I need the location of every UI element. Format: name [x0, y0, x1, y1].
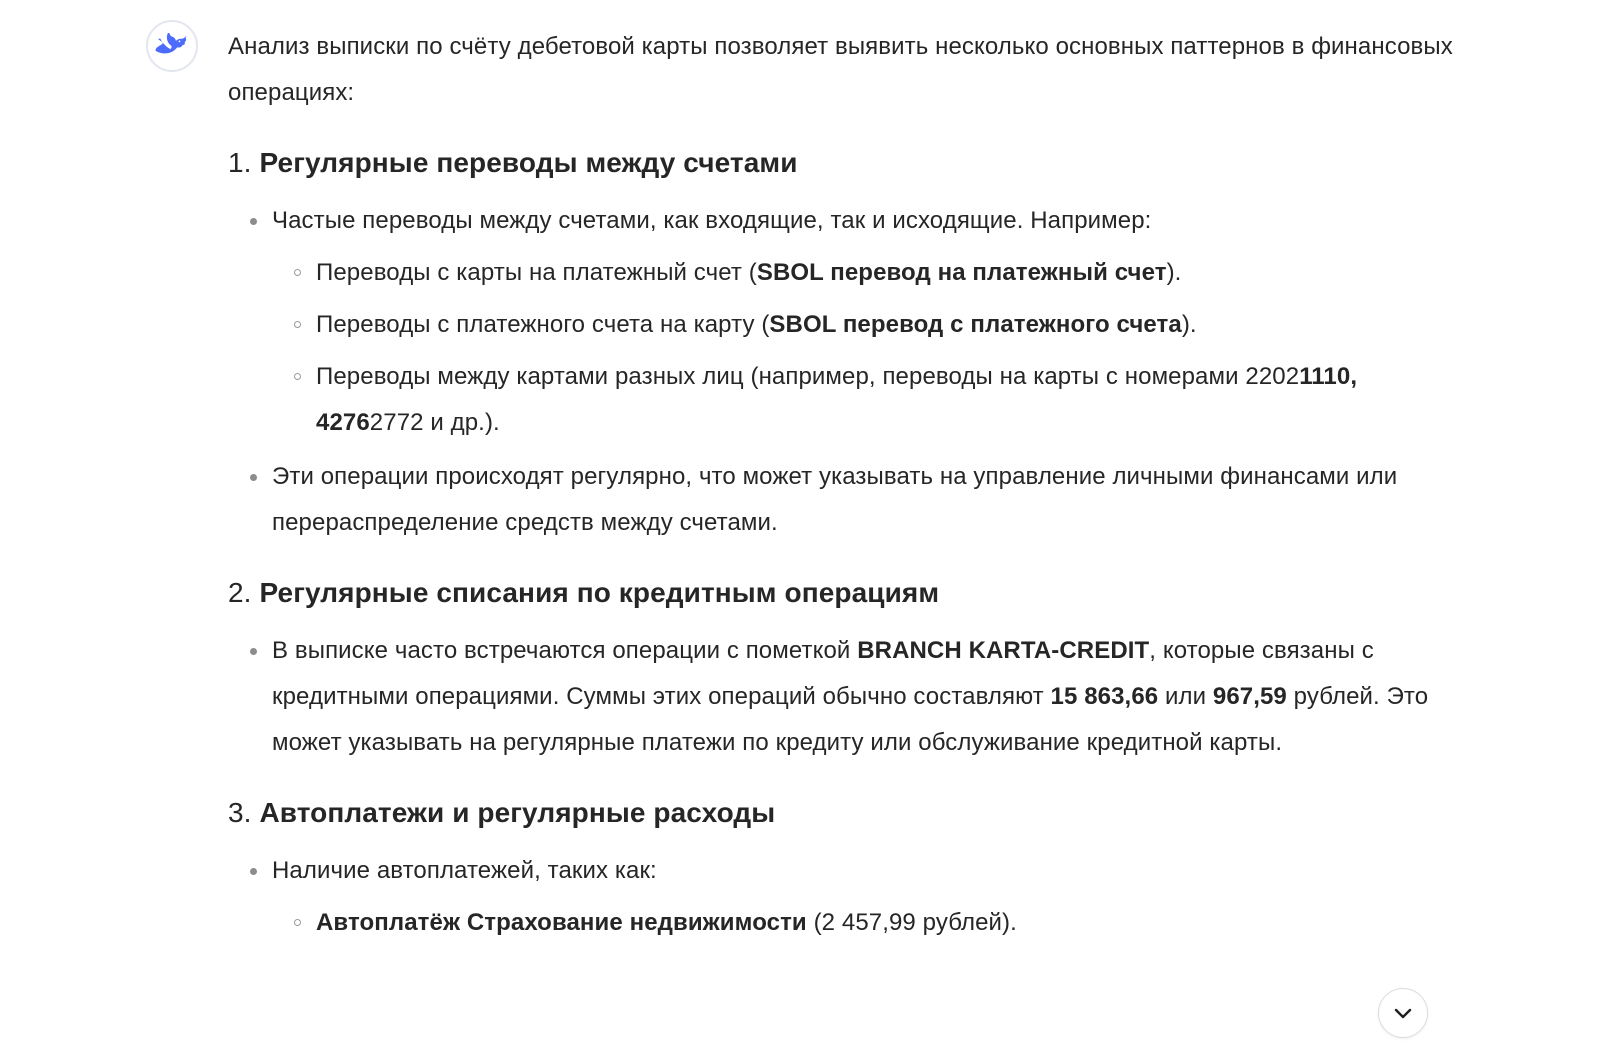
section-heading-3 — [228, 788, 1458, 838]
list-item-text: Частые переводы между счетами, как входящие, так и исходящие. Например: — [272, 207, 1152, 234]
sub-list-item — [316, 250, 1458, 296]
text-run: (2 457,99 рублей). — [806, 909, 1017, 936]
list-item — [272, 454, 1458, 546]
text-run: , которые связаны с кредитными операциями. Суммы этих операций обычно составляют — [272, 637, 1374, 710]
intro-paragraph: Анализ выписки по счёту дебетовой карты позволяет выявить несколько основных паттернов в финансовых операциях: — [228, 33, 1453, 106]
bold-run: 15 863,66 — [1050, 683, 1159, 710]
sub-list — [272, 250, 1458, 446]
sub-list-item — [316, 302, 1458, 348]
section-heading-2 — [228, 568, 1458, 618]
section-number: 1. — [228, 147, 252, 178]
section-title: Регулярные переводы между счетами — [259, 147, 798, 178]
section-number: 2. — [228, 577, 252, 608]
bold-run: SBOL перевод на платежный счет — [756, 259, 1167, 286]
bold-run: 1110, 4276 — [316, 363, 1358, 436]
list-item — [272, 198, 1458, 446]
text-run: 2772 и др.). — [369, 409, 500, 436]
section-title: Регулярные списания по кредитным операциям — [259, 577, 940, 608]
list-item — [272, 848, 1458, 946]
text-run: ). — [1166, 259, 1182, 286]
text-run: Переводы с платежного счета на карту ( — [316, 311, 770, 338]
sub-list-item — [316, 354, 1458, 446]
section-1-list — [228, 198, 1458, 546]
section-2-list — [228, 628, 1458, 766]
bold-run: Автоплатёж Страхование недвижимости — [316, 909, 807, 936]
text-run: ). — [1181, 311, 1197, 338]
text-run: Переводы с карты на платежный счет ( — [316, 259, 757, 286]
deepseek-whale-logo-icon — [155, 33, 189, 59]
section-3-list — [228, 848, 1458, 946]
section-number: 3. — [228, 797, 252, 828]
scroll-to-bottom-button[interactable] — [1378, 988, 1428, 1038]
text-run: Переводы между картами разных лиц (например, переводы на карты с номерами 2202 — [316, 363, 1300, 390]
assistant-message — [228, 24, 1458, 954]
text-run: В выписке часто встречаются операции с пометкой — [272, 637, 858, 664]
section-heading-1 — [228, 138, 1458, 188]
assistant-avatar — [146, 20, 198, 72]
bold-run: SBOL перевод с платежного счета — [769, 311, 1182, 338]
text-run: или — [1158, 683, 1213, 710]
text-run: рублей. Это может указывать на регулярные платежи по кредиту или обслуживание кредитной карты. — [272, 683, 1429, 756]
section-title: Автоплатежи и регулярные расходы — [259, 797, 776, 828]
list-item-text: Эти операции происходят регулярно, что может указывать на управление личными финансами или перераспределение средств между счетами. — [272, 463, 1398, 536]
sub-list-item — [316, 900, 1458, 946]
list-item-text: Наличие автоплатежей, таких как: — [272, 857, 657, 884]
sub-list — [272, 900, 1458, 946]
bold-run: 967,59 — [1212, 683, 1287, 710]
chevron-down-icon — [1391, 1001, 1415, 1025]
bold-run: BRANCH KARTA-CREDIT — [857, 637, 1150, 664]
list-item — [272, 628, 1458, 766]
